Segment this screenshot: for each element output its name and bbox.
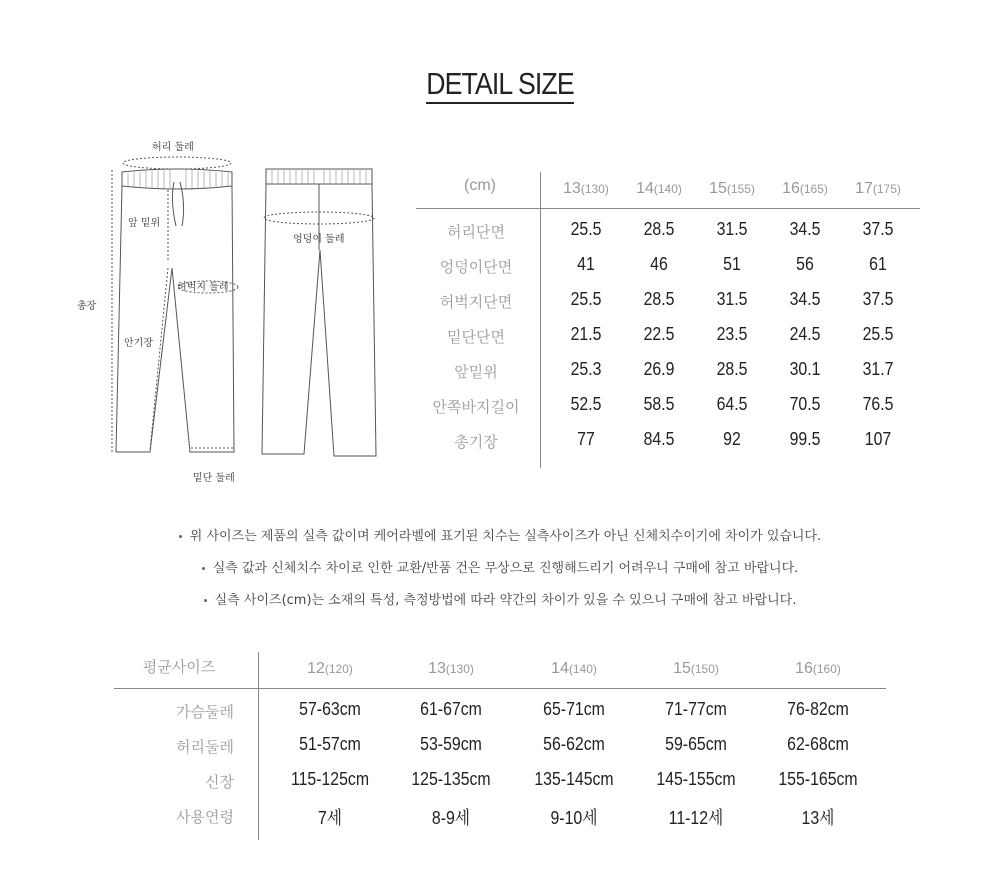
table-cell: 51 bbox=[723, 254, 741, 274]
unit-label: (cm) bbox=[464, 177, 496, 194]
label-front-rise: 앞 밑위 bbox=[128, 218, 161, 229]
row-label: 밑단단면 bbox=[447, 328, 505, 346]
avg-row-label: 허리둘레 bbox=[176, 738, 234, 756]
size-header: 16(165) bbox=[782, 180, 828, 197]
size-header: 17(175) bbox=[855, 180, 901, 197]
avg-table-cell: 57-63cm bbox=[299, 699, 361, 719]
table-cell: 84.5 bbox=[643, 429, 675, 449]
row-label: 허리단면 bbox=[447, 223, 505, 241]
label-hem: 밑단 둘레 bbox=[193, 473, 235, 484]
avg-table-cell: 71-77cm bbox=[665, 699, 727, 719]
table-cell: 22.5 bbox=[643, 324, 675, 344]
avg-header-label: 평균사이즈 bbox=[142, 658, 216, 676]
table-cell: 46 bbox=[650, 254, 668, 274]
table-cell: 31.5 bbox=[716, 219, 748, 239]
avg-table-cell: 155-165cm bbox=[778, 769, 858, 789]
avg-size-header: 16(160) bbox=[795, 660, 841, 677]
table-cell: 37.5 bbox=[862, 289, 894, 309]
table-cell: 25.3 bbox=[570, 359, 602, 379]
avg-row-label: 사용연령 bbox=[176, 808, 234, 826]
avg-table-cell: 115-125cm bbox=[290, 769, 370, 789]
label-thigh: 허벅지 둘레 bbox=[177, 282, 229, 293]
table-cell: 24.5 bbox=[789, 324, 821, 344]
table-cell: 28.5 bbox=[643, 289, 675, 309]
table-cell: 76.5 bbox=[862, 394, 894, 414]
size-header: 14(140) bbox=[636, 180, 682, 197]
label-inseam: 안기장 bbox=[124, 338, 153, 349]
table-cell: 31.7 bbox=[862, 359, 894, 379]
avg-table-cell: 9-10세 bbox=[550, 808, 598, 828]
table-cell: 25.5 bbox=[862, 324, 894, 344]
avg-table-cell: 65-71cm bbox=[543, 699, 605, 719]
table-cell: 77 bbox=[577, 429, 595, 449]
note-item: 실측 값과 신체치수 차이로 인한 교환/반품 건은 무상으로 진행해드리기 어려우니 구매에 참고 바랍니다. bbox=[0, 557, 1000, 576]
avg-row-label: 신장 bbox=[205, 773, 234, 791]
table-cell: 61 bbox=[869, 254, 887, 274]
table-cell: 107 bbox=[864, 429, 892, 449]
table-cell: 34.5 bbox=[789, 219, 821, 239]
label-hip: 엉덩이 둘레 bbox=[293, 234, 345, 245]
table-cell: 23.5 bbox=[716, 324, 748, 344]
avg-table-cell: 51-57cm bbox=[299, 734, 361, 754]
avg-table-cell: 11-12세 bbox=[668, 808, 724, 828]
avg-table-cell: 53-59cm bbox=[420, 734, 482, 754]
table-cell: 28.5 bbox=[643, 219, 675, 239]
table-header-divider bbox=[114, 688, 886, 689]
avg-table-cell: 62-68cm bbox=[787, 734, 849, 754]
table-cell: 34.5 bbox=[789, 289, 821, 309]
avg-table-cell: 56-62cm bbox=[543, 734, 605, 754]
avg-table-cell: 61-67cm bbox=[420, 699, 482, 719]
avg-table-cell: 125-135cm bbox=[411, 769, 491, 789]
table-cell: 21.5 bbox=[570, 324, 602, 344]
table-cell: 64.5 bbox=[716, 394, 748, 414]
table-cell: 52.5 bbox=[570, 394, 602, 414]
table-cell: 92 bbox=[723, 429, 741, 449]
avg-table-cell: 76-82cm bbox=[787, 699, 849, 719]
avg-size-header: 14(140) bbox=[551, 660, 597, 677]
avg-size-header: 13(130) bbox=[428, 660, 474, 677]
row-label: 앞밑위 bbox=[454, 363, 498, 381]
table-cell: 31.5 bbox=[716, 289, 748, 309]
avg-table-cell: 13세 bbox=[801, 808, 835, 828]
avg-table-cell: 59-65cm bbox=[665, 734, 727, 754]
table-cell: 26.9 bbox=[643, 359, 675, 379]
table-cell: 30.1 bbox=[789, 359, 821, 379]
size-header: 13(130) bbox=[563, 180, 609, 197]
table-cell: 25.5 bbox=[570, 289, 602, 309]
avg-size-header: 12(120) bbox=[307, 660, 353, 677]
table-cell: 58.5 bbox=[643, 394, 675, 414]
table-column-divider bbox=[258, 652, 259, 840]
avg-table-cell: 7세 bbox=[317, 808, 343, 828]
row-label: 총기장 bbox=[454, 433, 498, 451]
row-label: 엉덩이단면 bbox=[439, 258, 513, 276]
avg-size-header: 15(150) bbox=[673, 660, 719, 677]
note-item: 위 사이즈는 제품의 실측 값이며 케어라벨에 표기된 치수는 실측사이즈가 아닌 신체치수이기에 차이가 있습니다. bbox=[0, 525, 1000, 544]
table-cell: 25.5 bbox=[570, 219, 602, 239]
avg-row-label: 가슴둘레 bbox=[176, 703, 234, 721]
avg-table-cell: 145-155cm bbox=[656, 769, 736, 789]
avg-table-cell: 135-145cm bbox=[534, 769, 614, 789]
table-cell: 70.5 bbox=[789, 394, 821, 414]
label-waist: 허리 둘레 bbox=[152, 142, 194, 153]
page-title: DETAIL SIZE bbox=[70, 66, 930, 102]
avg-table-cell: 8-9세 bbox=[431, 808, 471, 828]
table-cell: 37.5 bbox=[862, 219, 894, 239]
label-total-length: 총장 bbox=[77, 301, 97, 312]
row-label: 안쪽바지길이 bbox=[432, 398, 520, 416]
row-label: 허벅지단면 bbox=[439, 293, 513, 311]
table-cell: 99.5 bbox=[789, 429, 821, 449]
table-cell: 56 bbox=[796, 254, 814, 274]
size-header: 15(155) bbox=[709, 180, 755, 197]
table-cell: 41 bbox=[577, 254, 595, 274]
table-cell: 28.5 bbox=[716, 359, 748, 379]
note-item: 실측 사이즈(cm)는 소재의 특성, 측정방법에 따라 약간의 차이가 있을 수 있으니 구매에 참고 바랍니다. bbox=[0, 589, 1000, 608]
